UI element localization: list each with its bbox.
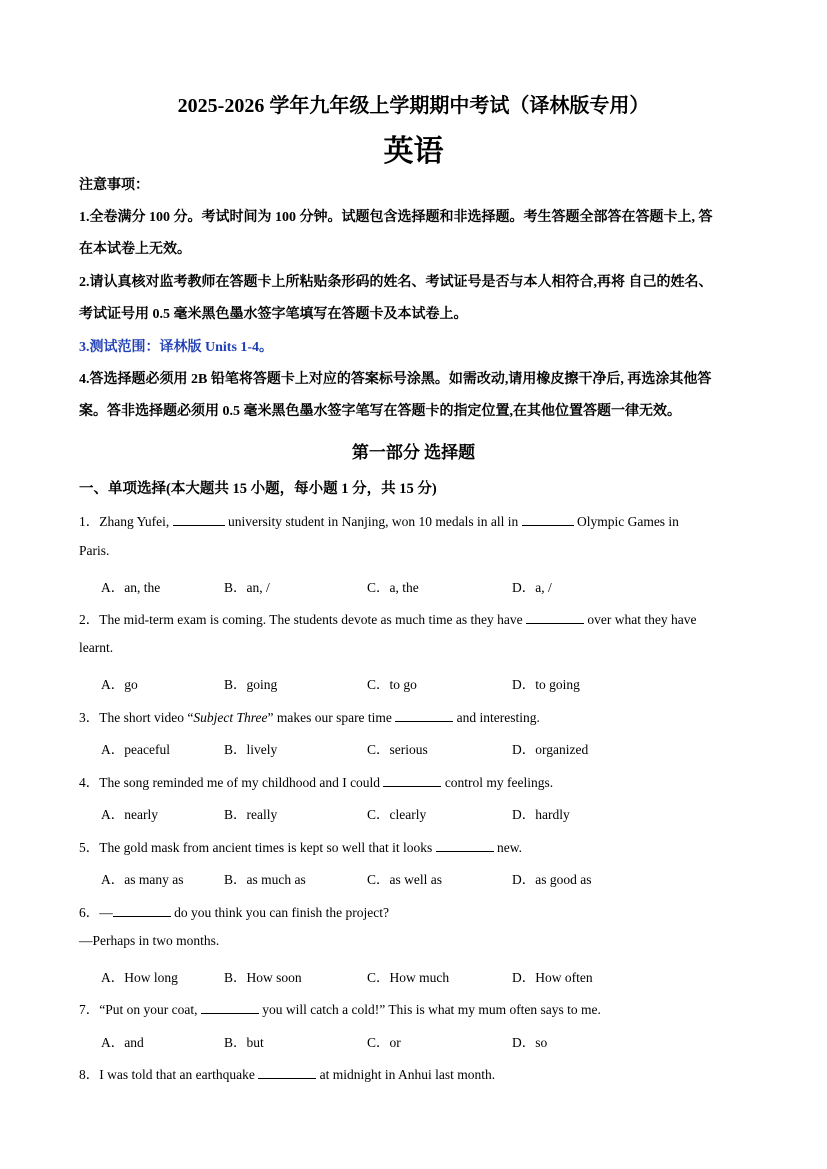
answer-blank	[522, 513, 574, 526]
question-1-continued: Paris.	[79, 543, 110, 558]
answer-blank	[258, 1066, 316, 1079]
q2-option-c: C．to go	[367, 677, 417, 692]
q3-option-a: A．peaceful	[101, 742, 170, 757]
question-3: 3．The short video “Subject Three” makes our spare time and interesting.	[79, 710, 540, 725]
q5-option-b: B．as much as	[224, 872, 306, 887]
question-6: 6．— do you think you can finish the project?	[79, 905, 389, 920]
q6-option-a: A．How long	[101, 970, 178, 985]
q7-option-c: C．or	[367, 1035, 401, 1050]
q6-option-b: B．How soon	[224, 970, 302, 985]
q2-option-b: B．going	[224, 677, 278, 692]
q6-option-c: C．How much	[367, 970, 450, 985]
q6-option-d: D．How often	[512, 970, 593, 985]
q5-option-c: C．as well as	[367, 872, 442, 887]
notice-item-2-line-2: 考试证号用 0.5 毫米黑色墨水签字笔填写在答题卡及本试卷上。	[79, 307, 468, 322]
q3-option-d: D．organized	[512, 742, 589, 757]
answer-blank	[436, 839, 494, 852]
question-2-continued: learnt.	[79, 640, 114, 655]
question-7: 7．“Put on your coat, you will catch a cold!” This is what my mum often says to me.	[79, 1002, 601, 1017]
question-1: 1．Zhang Yufei, university student in Nanjing, won 10 medals in all in Olympic Games in	[79, 514, 679, 529]
part-one-title: 第一部分 选择题	[351, 443, 476, 462]
q1-option-c: C．a, the	[367, 580, 419, 595]
q5-option-a: A．as many as	[101, 872, 184, 887]
notice-heading: 注意事项：	[79, 178, 149, 193]
q1-option-d: D．a, /	[512, 580, 552, 595]
q7-option-d: D．so	[512, 1035, 548, 1050]
q4-option-d: D．hardly	[512, 807, 570, 822]
question-6-reply: —Perhaps in two months.	[79, 933, 220, 948]
notice-item-3-scope: 3.测试范围：译林版 Units 1-4。	[79, 340, 274, 355]
answer-blank	[201, 1001, 259, 1014]
question-2: 2．The mid-term exam is coming. The students devote as much time as they have over what they have	[79, 612, 697, 627]
q7-option-b: B．but	[224, 1035, 264, 1050]
question-8: 8．I was told that an earthquake at midnight in Anhui last month.	[79, 1067, 496, 1082]
q3-option-c: C．serious	[367, 742, 428, 757]
question-5: 5．The gold mask from ancient times is kept so well that it looks new.	[79, 840, 522, 855]
answer-blank	[383, 774, 441, 787]
q4-option-c: C．clearly	[367, 807, 427, 822]
q4-option-b: B．really	[224, 807, 278, 822]
answer-blank	[173, 513, 225, 526]
question-4: 4．The song reminded me of my childhood and I could control my feelings.	[79, 775, 554, 790]
notice-item-4-line-2: 案。答非选择题必须用 0.5 毫米黑色墨水签字笔写在答题卡的指定位置,在其他位置答题一律无效。	[79, 404, 681, 419]
notice-item-1-line-2: 在本试卷上无效。	[79, 242, 191, 257]
exam-title: 2025-2026 学年九年级上学期期中考试（译林版专用）	[177, 95, 650, 117]
q3-option-b: B．lively	[224, 742, 278, 757]
answer-blank	[113, 904, 171, 917]
q1-option-a: A．an, the	[101, 580, 161, 595]
notice-item-2-line-1: 2.请认真核对监考教师在答题卡上所粘贴条形码的姓名、考试证号是否与本人相符合,再将 自己的姓名、	[79, 275, 713, 290]
answer-blank	[526, 611, 584, 624]
notice-item-4-line-1: 4.答选择题必须用 2B 铅笔将答题卡上对应的答案标号涂黑。如需改动,请用橡皮擦干净后, 再选涂其他答	[79, 372, 712, 387]
subject-title: 英语	[383, 135, 444, 168]
section-title: 一、单项选择(本大题共 15 小题，每小题 1 分，共 15 分)	[79, 481, 437, 497]
q5-option-d: D．as good as	[512, 872, 592, 887]
q4-option-a: A．nearly	[101, 807, 158, 822]
answer-blank	[395, 709, 453, 722]
q2-option-d: D．to going	[512, 677, 580, 692]
q7-option-a: A．and	[101, 1035, 144, 1050]
notice-item-1-line-1: 1.全卷满分 100 分。考试时间为 100 分钟。试题包含选择题和非选择题。考生答题全部答在答题卡上, 答	[79, 210, 713, 225]
q1-option-b: B．an, /	[224, 580, 270, 595]
q2-option-a: A．go	[101, 677, 138, 692]
